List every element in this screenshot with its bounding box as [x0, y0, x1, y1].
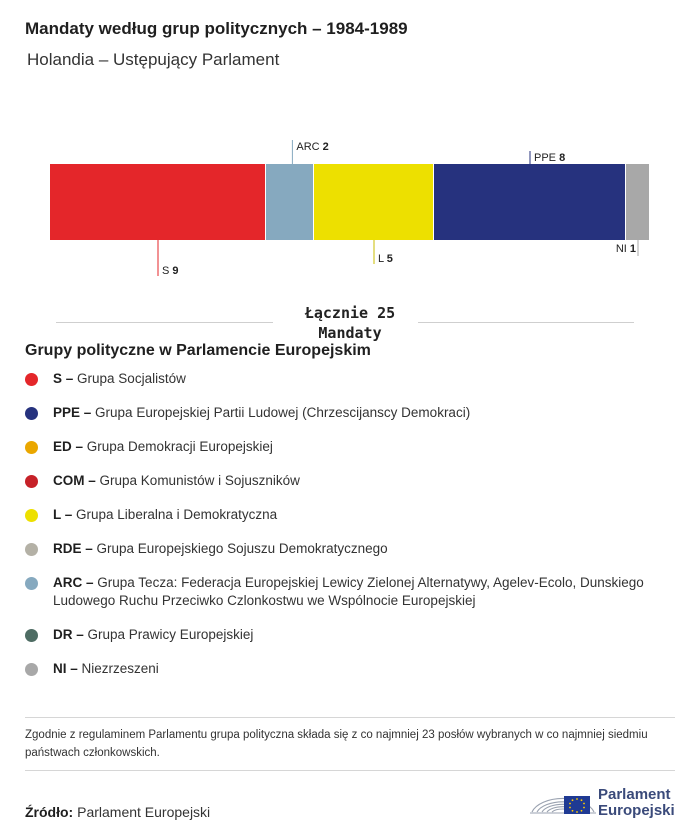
legend-color-swatch: [25, 509, 38, 522]
legend-color-swatch: [25, 475, 38, 488]
legend-label: Grupa Europejskiego Sojuszu Demokratycznego: [96, 541, 388, 556]
seat-bar-chart: [0, 130, 700, 280]
legend-abbr: ED –: [53, 439, 84, 454]
legend-label: Niezrzeszeni: [81, 661, 159, 676]
legend-abbr: COM –: [53, 473, 96, 488]
bar-segment-ni: [626, 164, 649, 240]
legend-label: Grupa Prawicy Europejskiej: [87, 627, 254, 642]
data-label-arc: ARC 2: [296, 141, 329, 153]
legend-color-swatch: [25, 629, 38, 642]
data-label-l: L 5: [378, 253, 393, 265]
legend-label: Grupa Tecza: Federacja Europejskiej Lewicy Zielonej Alternatywy, Agelev-Ecolo, Dunskiego Ludowego Ruchu Przeciwko Czlonkostwu we Wspólnocie Europejskiej: [53, 575, 644, 608]
legend-color-swatch: [25, 407, 38, 420]
legend-item: [25, 472, 675, 490]
total-seats-unit: Mandaty: [318, 324, 382, 342]
legend-abbr: RDE –: [53, 541, 93, 556]
legend-label: Grupa Socjalistów: [77, 371, 186, 386]
legend-item: [25, 438, 675, 456]
legend-label: Grupa Liberalna i Demokratyczna: [76, 507, 278, 522]
logo-line-2: Europejski: [598, 802, 675, 819]
legend-abbr: ARC –: [53, 575, 94, 590]
source-label: Źródło:: [25, 804, 74, 820]
legend-color-swatch: [25, 543, 38, 556]
legend-item: [25, 660, 675, 678]
data-label-ni: NI 1: [615, 243, 636, 255]
legend-abbr: DR –: [53, 627, 84, 642]
legend-item: [25, 506, 675, 524]
footnote: Zgodnie z regulaminem Parlamentu grupa polityczna składa się z co najmniej 23 posłów wybranych w co najmniej siedmiu państwach członkowskich.: [25, 729, 648, 759]
data-label-s: S 9: [162, 265, 179, 277]
note-divider-top: [25, 717, 675, 718]
legend-label: Grupa Komunistów i Sojuszników: [99, 473, 300, 488]
legend-title: Grupy polityczne w Parlamencie Europejskim: [25, 342, 371, 359]
legend-abbr: L –: [53, 507, 73, 522]
legend-color-swatch: [25, 373, 38, 386]
parliament-logo-text: [598, 787, 675, 819]
chart-title: Mandaty według grup politycznych – 1984-1989: [25, 19, 408, 38]
legend-item: [25, 574, 675, 610]
legend-abbr: S –: [53, 371, 74, 386]
total-seats-count: Łącznie 25: [304, 304, 396, 322]
chart-subtitle: Holandia – Ustępujący Parlament: [27, 50, 280, 69]
total-divider-left: [56, 322, 273, 323]
legend-color-swatch: [25, 663, 38, 676]
source: [25, 804, 210, 820]
legend-color-swatch: [25, 441, 38, 454]
legend-label: Grupa Europejskiej Partii Ludowej (Chrzescijanscy Demokraci): [95, 405, 471, 420]
legend-item: [25, 626, 675, 644]
legend-color-swatch: [25, 577, 38, 590]
legend-item: [25, 404, 675, 422]
legend-abbr: NI –: [53, 661, 78, 676]
total-divider-right: [418, 322, 634, 323]
logo-line-1: Parlament: [598, 786, 671, 803]
bar-segment-s: [50, 164, 265, 240]
bar-segment-arc: [266, 164, 313, 240]
total-seats: [270, 303, 430, 343]
data-label-ppe: PPE 8: [534, 152, 566, 164]
legend-abbr: PPE –: [53, 405, 92, 420]
note-divider-bottom: [25, 770, 675, 771]
legend-label: Grupa Demokracji Europejskiej: [86, 439, 273, 454]
bar-segment-ppe: [434, 164, 625, 240]
source-value: Parlament Europejski: [77, 804, 211, 820]
bar-segment-l: [314, 164, 433, 240]
legend-item: [25, 540, 675, 558]
legend-item: [25, 370, 675, 388]
